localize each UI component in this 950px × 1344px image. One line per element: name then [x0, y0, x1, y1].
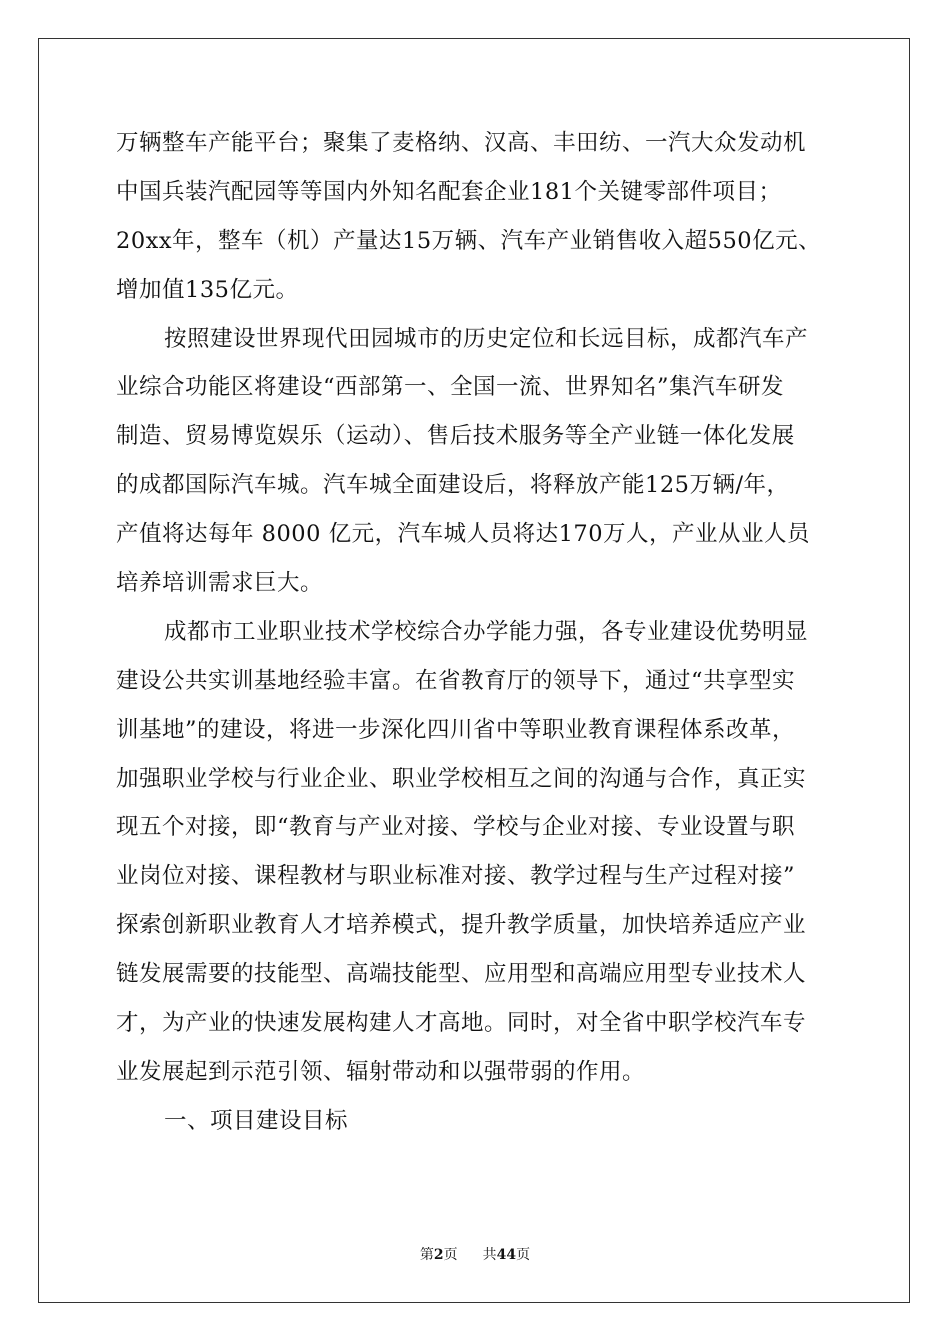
total-suffix: 页	[516, 1247, 531, 1263]
text-line: 产值将达每年 8000 亿元，汽车城人员将达170万人，产业从业人员	[116, 521, 811, 548]
text-line: 的成都国际汽车城。汽车城全面建设后，将释放产能125万辆/年，	[116, 472, 790, 499]
total-pages: 44	[496, 1247, 517, 1263]
text-line: 培养培训需求巨大。	[116, 570, 324, 597]
text-line: 按照建设世界现代田园城市的历史定位和长远目标，成都汽车产	[164, 325, 809, 352]
text-line: 加强职业学校与行业企业、职业学校相互之间的沟通与合作，真正实	[116, 765, 807, 792]
text-line: 中国兵装汽配园等等国内外知名配套企业181个关键零部件项目；	[116, 178, 782, 205]
text-line: 增加值135亿元。	[116, 276, 299, 303]
text-line: 业综合功能区将建设“西部第一、全国一流、世界知名”集汽车研发	[116, 374, 785, 401]
text-line: 才，为产业的快速发展构建人才高地。同时，对全省中职学校汽车专	[116, 1010, 807, 1037]
page-suffix: 页	[443, 1247, 458, 1263]
page-number: 2	[433, 1247, 444, 1263]
text-line: 链发展需要的技能型、高端技能型、应用型和高端应用型专业技术人	[116, 961, 807, 988]
text-line: 制造、贸易博览娱乐（运动）、售后技术服务等全产业链一体化发展	[116, 423, 795, 450]
text-line: 万辆整车产能平台；聚集了麦格纳、汉高、丰田纺、一汽大众发动机	[116, 130, 807, 156]
text-line: 20xx年，整车（机）产量达15万辆、汽车产业销售收入超550亿元、	[116, 227, 822, 254]
total-prefix: 共	[482, 1247, 497, 1263]
text-line: 业发展起到示范引领、辐射带动和以强带弱的作用。	[116, 1058, 646, 1085]
text-line: 业岗位对接、课程教材与职业标准对接、教学过程与生产过程对接”	[116, 863, 796, 890]
text-line: 探索创新职业教育人才培养模式，提升教学质量，加快培养适应产业	[116, 912, 807, 939]
document-body	[116, 128, 856, 1155]
text-line: 建设公共实训基地经验丰富。在省教育厅的领导下，通过“共享型实	[116, 667, 796, 694]
text-line: 一、项目建设目标	[164, 1107, 349, 1134]
text-line: 训基地”的建设，将进一步深化四川省中等职业教育课程体系改革，	[116, 716, 796, 743]
page-footer	[0, 1244, 950, 1264]
page-prefix: 第	[419, 1247, 434, 1263]
text-line: 成都市工业职业技术学校综合办学能力强，各专业建设优势明显	[164, 618, 809, 645]
text-line: 现五个对接，即“教育与产业对接、学校与企业对接、专业设置与职	[116, 814, 796, 841]
